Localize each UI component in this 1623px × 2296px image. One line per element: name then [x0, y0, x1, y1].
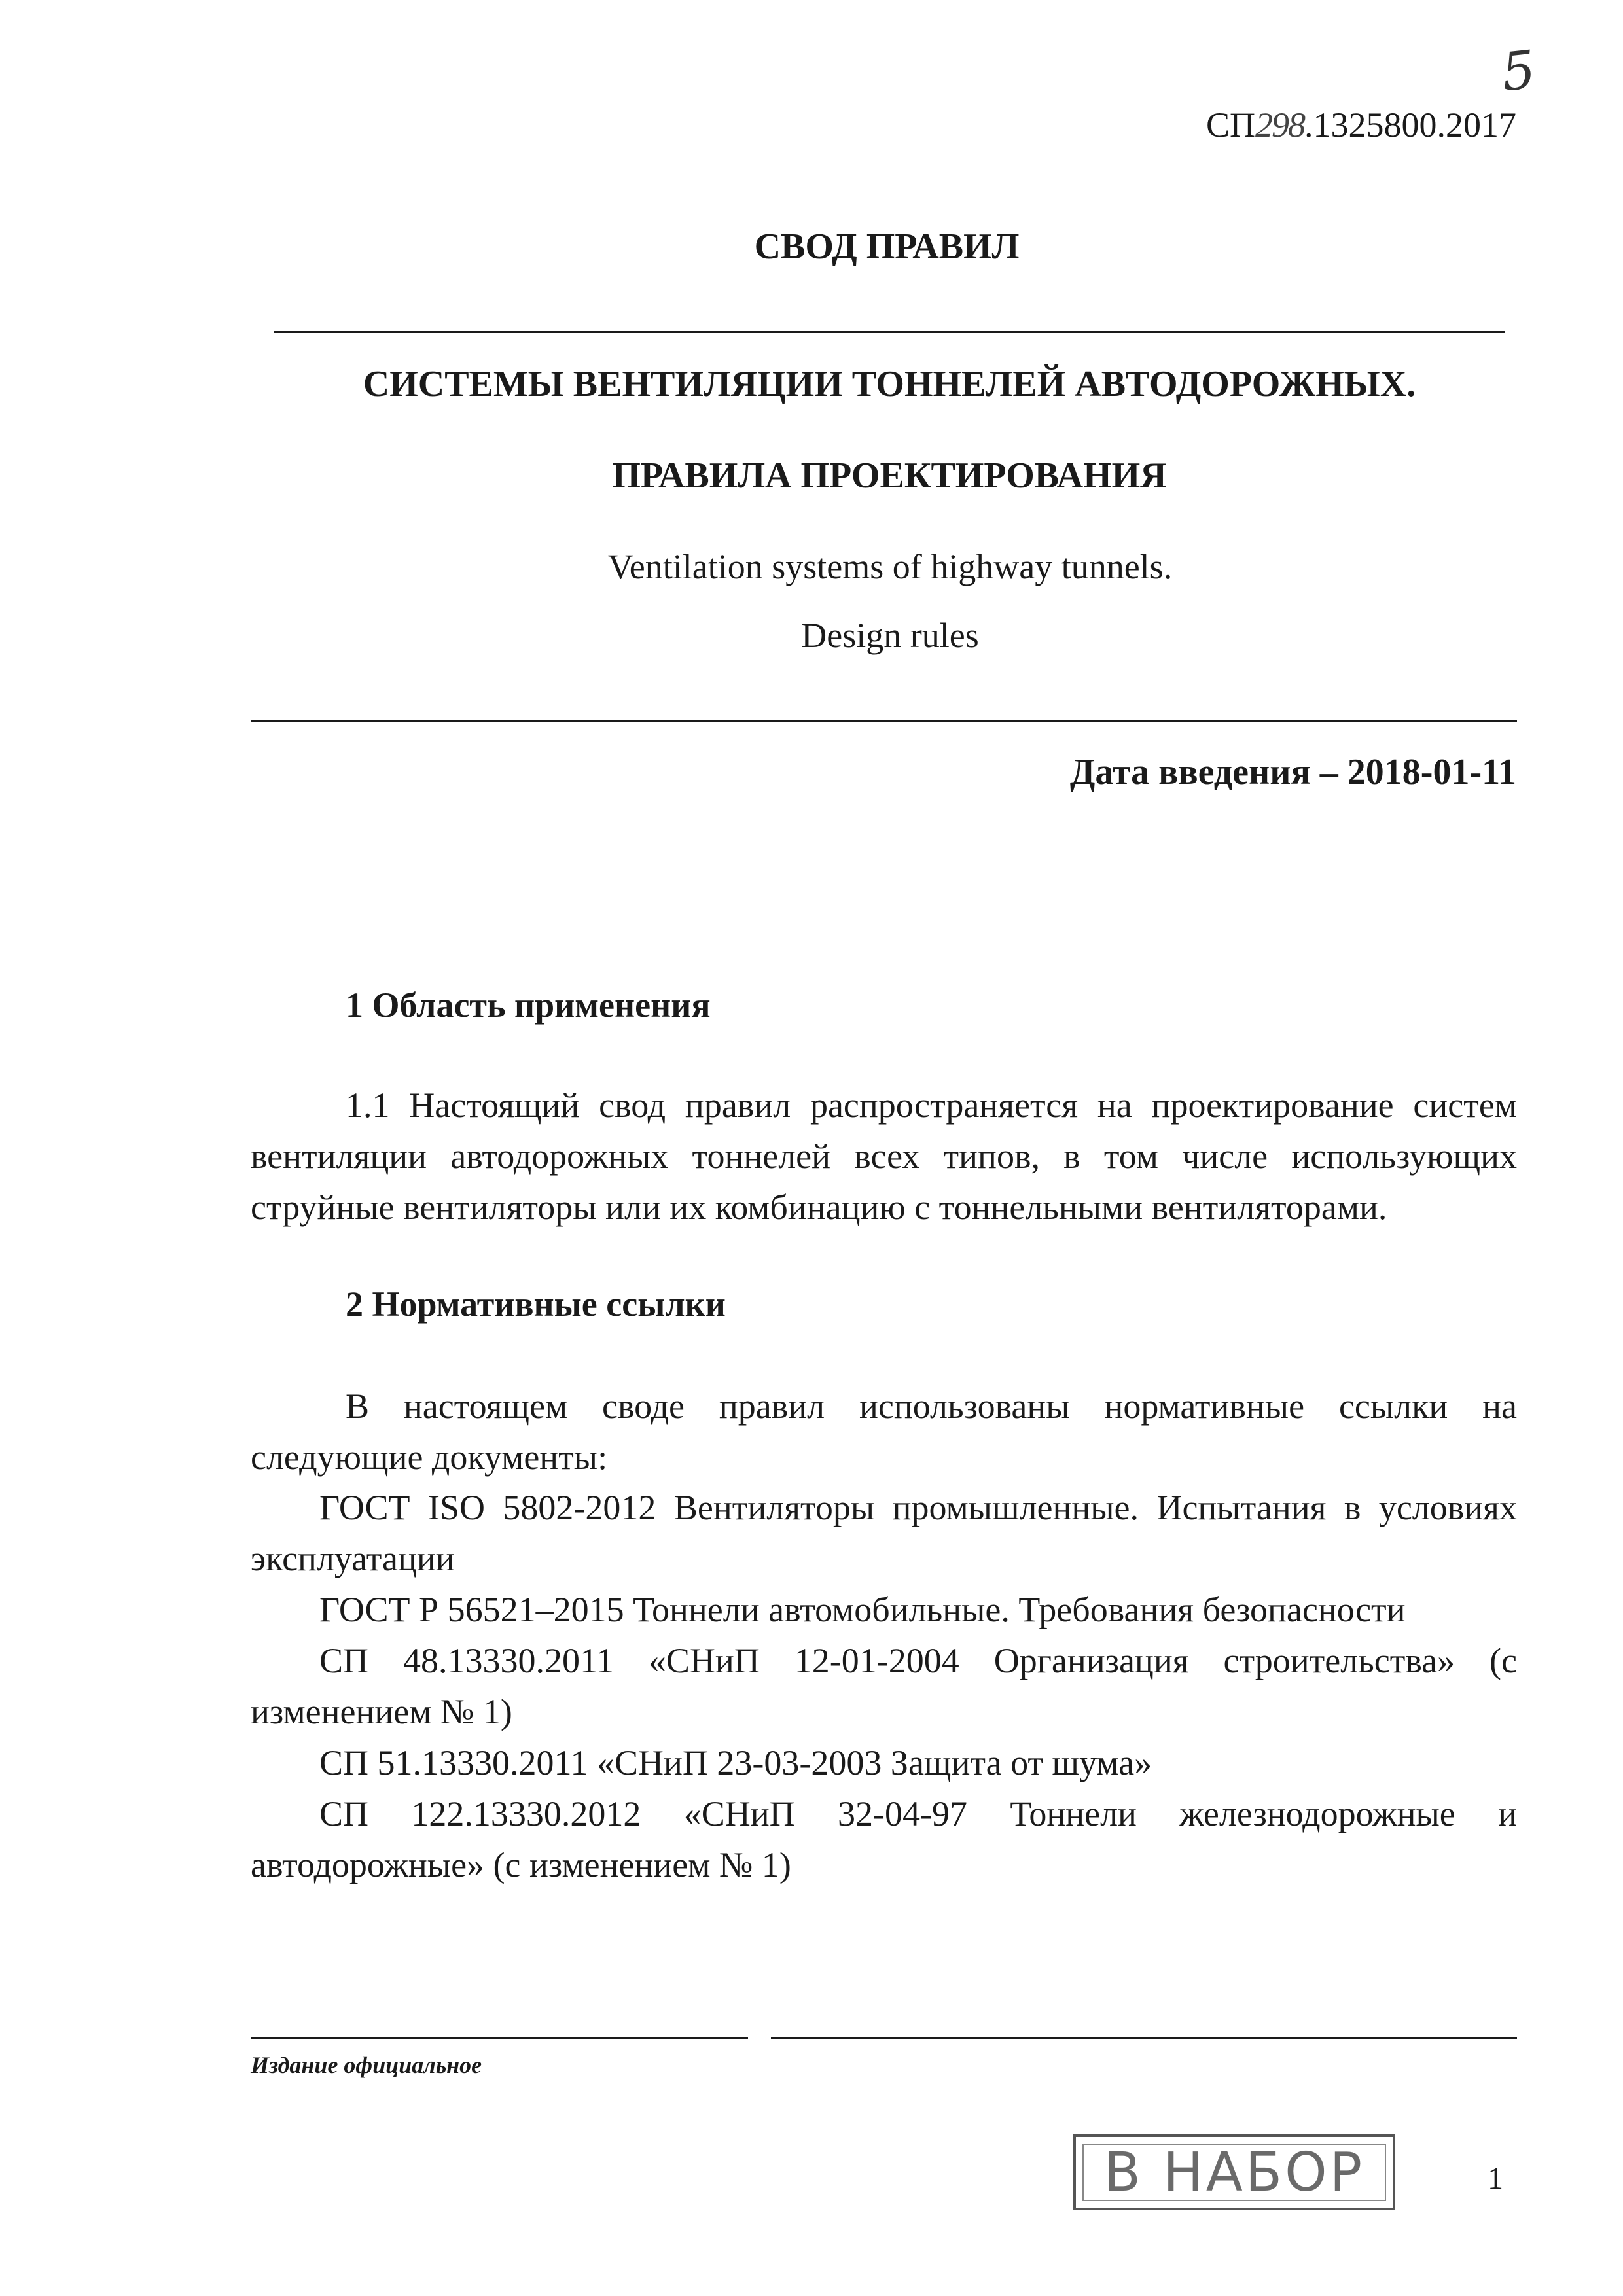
code-handwritten-number: 298 [1255, 105, 1304, 145]
document-code [1206, 105, 1516, 145]
stamp-inner-border [1082, 2144, 1386, 2201]
section-2-heading: 2 Нормативные ссылки [346, 1284, 726, 1324]
reference-item: СП 51.13330.2011 «СНиП 23-03-2003 Защита от шума» [319, 1743, 1152, 1782]
document-title-line1: СИСТЕМЫ ВЕНТИЛЯЦИИ ТОННЕЛЕЙ АВТОДОРОЖНЫХ. [363, 364, 1416, 404]
title-divider-top [274, 331, 1505, 333]
document-title-line2: ПРАВИЛА ПРОЕКТИРОВАНИЯ [612, 455, 1167, 496]
official-edition-label: Издание официальное [251, 2052, 482, 2078]
stamp [1073, 2134, 1395, 2210]
reference-item: ГОСТ ISO 5802-2012 Вентиляторы промышленные. Испытания в условиях эксплуатации [251, 1488, 1517, 1578]
section-1-paragraph: 1.1 Настоящий свод правил распространяется на проектирование систем вентиляции автодорожных тоннелей всех типов, в том числе использующих струйные вентиляторы или их комбинацию с тоннельными вентиляторами. [251, 1086, 1517, 1227]
page-number: 1 [1488, 2161, 1503, 2196]
title-divider-bottom [251, 720, 1517, 722]
code-prefix: СП [1205, 105, 1255, 145]
document-type-title: СВОД ПРАВИЛ [754, 226, 1020, 267]
handwritten-page-number: 5 [1499, 39, 1539, 103]
footer-divider-left [251, 2037, 748, 2039]
reference-item: СП 122.13330.2012 «СНиП 32-04-97 Тоннели железнодорожные и автодорожные» (с изменением № 1) [251, 1794, 1517, 1884]
section-2-intro: В настоящем своде правил использованы нормативные ссылки на следующие документы: [251, 1386, 1517, 1477]
introduction-date: Дата введения – 2018-01-11 [1069, 752, 1516, 792]
code-suffix: .1325800.2017 [1304, 105, 1516, 145]
footer-divider-right [771, 2037, 1517, 2039]
english-title-line2: Design rules [801, 616, 979, 655]
section-1-heading: 1 Область применения [346, 985, 711, 1025]
reference-item: СП 48.13330.2011 «СНиП 12-01-2004 Организация строительства» (с изменением № 1) [251, 1641, 1517, 1731]
english-title-line1: Ventilation systems of highway tunnels. [607, 547, 1173, 586]
stamp-text: В НАБОР [1103, 2141, 1365, 2204]
reference-item: ГОСТ Р 56521–2015 Тоннели автомобильные. Требования безопасности [319, 1590, 1406, 1629]
